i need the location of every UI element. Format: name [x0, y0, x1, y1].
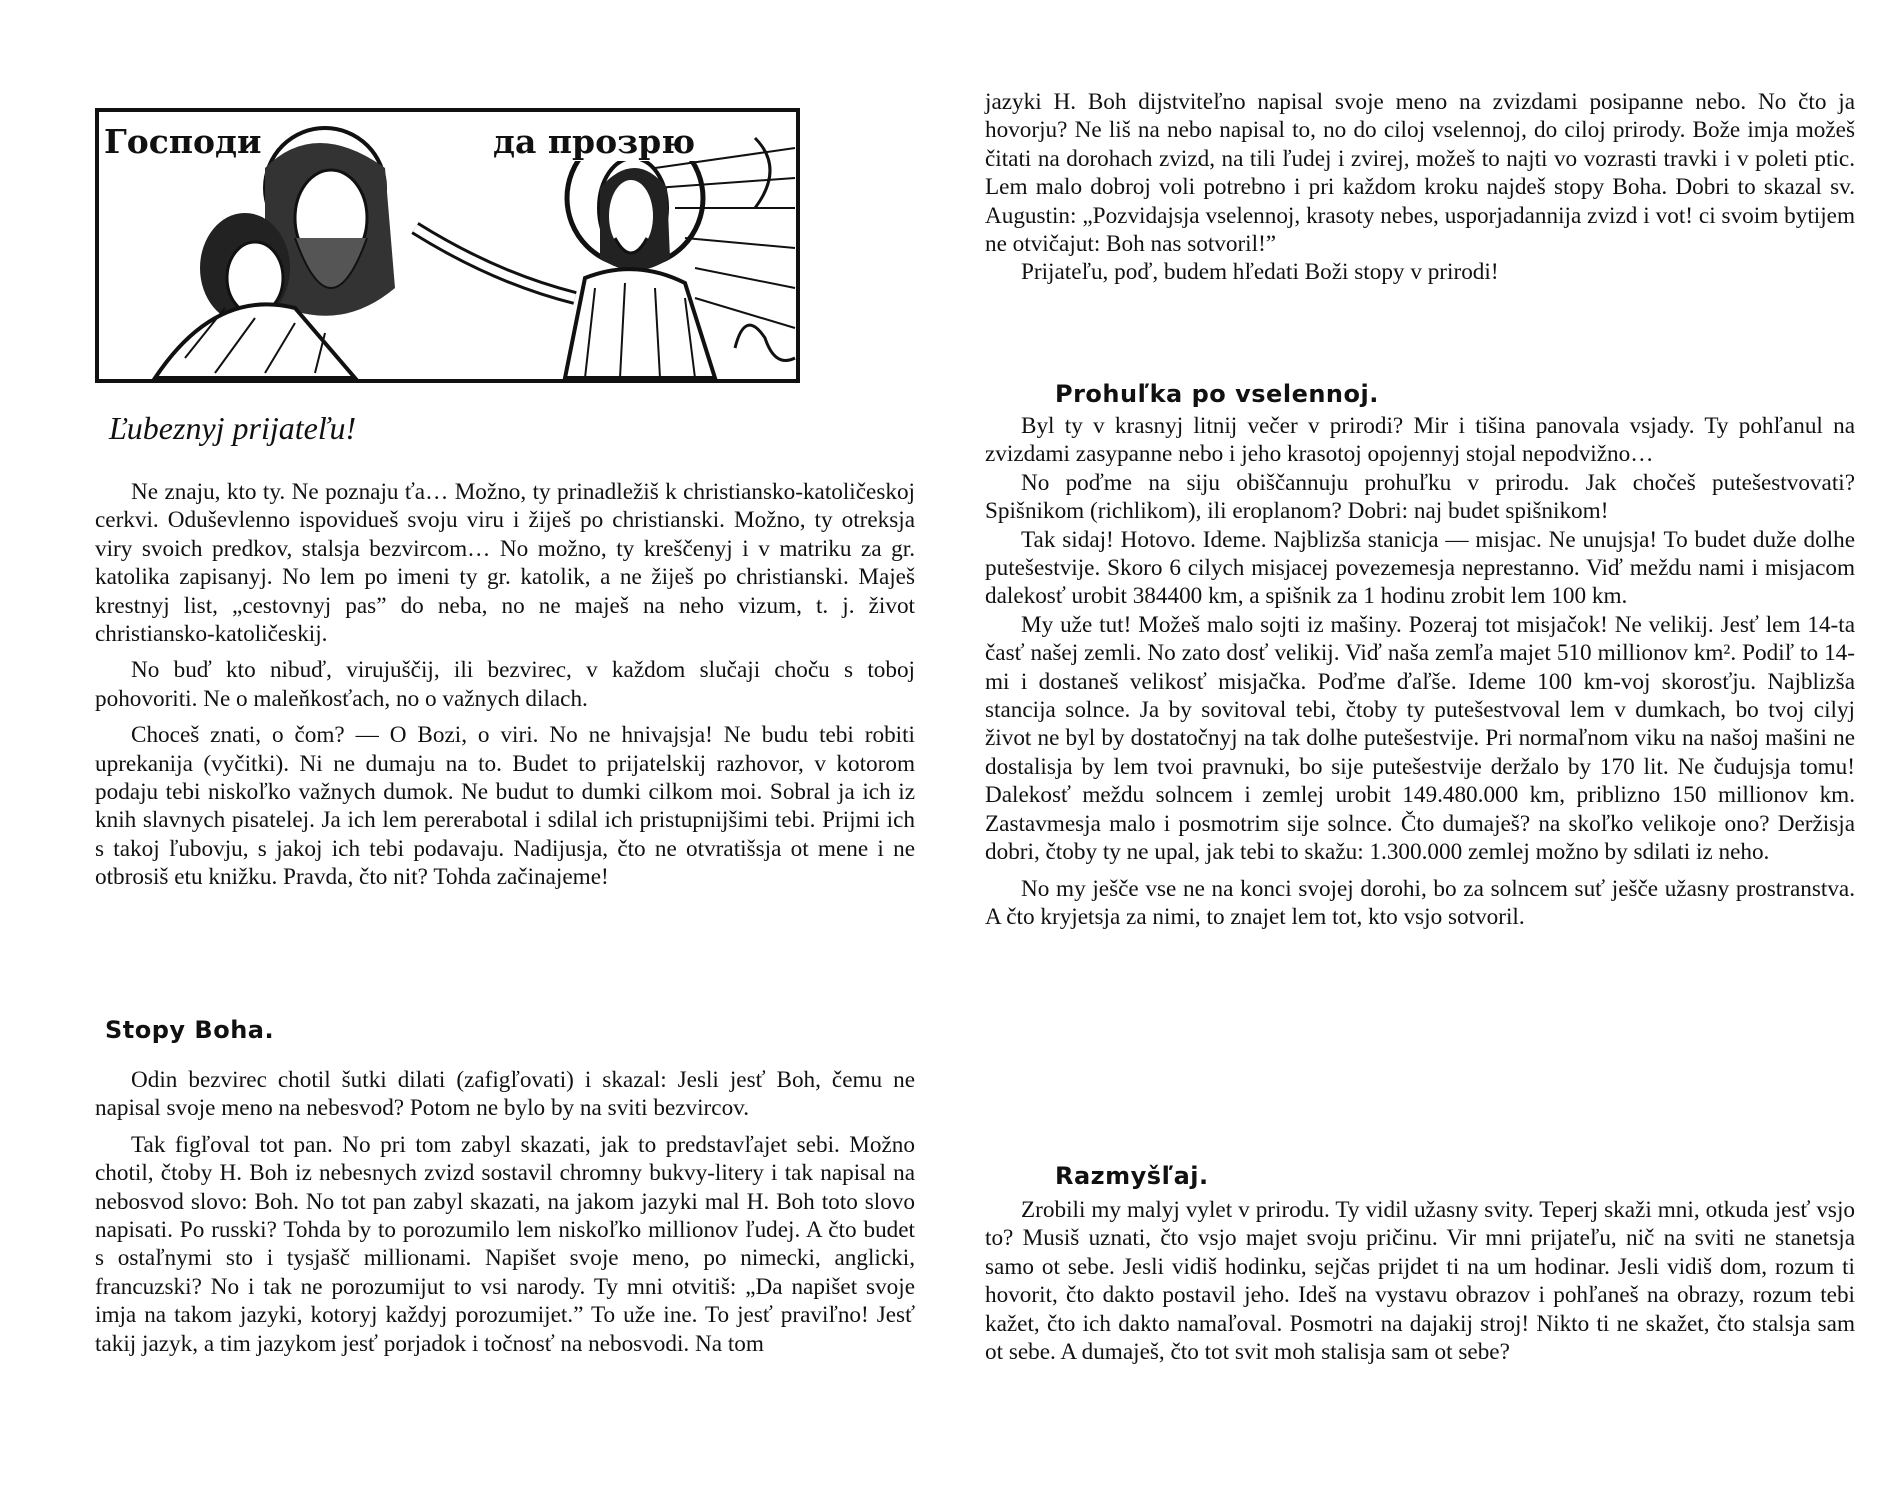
prohulka-text — [985, 412, 1855, 931]
salutation-heading: Ľubeznyj prijateľu! — [109, 410, 357, 446]
stopy-paragraph-2: Tak figľoval tot pan. No pri tom zabyl skazati, jak to predstavľajet sebi. Možno chotil, čtoby H. Boh iz nebesnych zvizd sostavil chromny bukvy-litery i tak napisal na nebosvod slovo: Boh. No tot pan zabyl skazati, na jakom jazyki mal H. Boh toto slovo napisati. Po russki? Tohda by to porozumilo lem niskoľko millionov ľudej. A čto budet s ostaľnymi sto i tysjašč millionami. Napišet svoje meno, po nimecki, anglicki, francuzski? No i tak ne porozumijut to vsi narody. Ty mni otvitiš: „Da napišet svoje imja na takom jazyki, kotoryj každyj porozumijet.” To uže ine. To jesť praviľno! Jesť takij jazyk, a tim jazykom jesť porjadok i točnosť na nebosvodi. Na tom — [95, 1131, 915, 1357]
intro-paragraph-3: Choceš znati, o čom? — O Bozi, o viri. No ne hnivajsja! Ne budu tebi robiti uprekanija (vyčitki). Ni ne dumaju na to. Budet to prijatelskij razhovor, v kotorom podaju tebi niskoľko važnych dumok. Ne budut to dumki cilkom moi. Sobral ja ich iz knih slavnych pisatelej. Ja ich lem pererabotal i sdilal ich pristupnijšimi tebi. Prijmi ich s takoj ľubovju, s jakoj ich tebi podavaju. Nadijusja, čto ne otvratišsja ot mene i ne otbrosiš etu knižku. Pravda, čto nit? Tohda začinajeme! — [95, 722, 915, 891]
continuation-paragraph-1: jazyki H. Boh dijstviteľno napisal svoje meno na zvizdami posipanne nebo. No čto ja hovorju? Ne liš na nebo napisal to, no do ciloj vselennoj, do ciloj prirody. Bože imja možeš čitati na dorohach zvizd, na tili ľudej i zvirej, možeš to najti vo vozrasti travki i v poleti ptic. Lem malo dobroj voli potrebno i pri každom kroku najdeš stopy Boha. Dobri to skazal sv. Augustin: „Pozvidajsja vselennoj, krasoty nebes, usporjadannija zvizd i vot! ci svoim bytijem ne otvičajut: Boh nas sotvoril!” — [985, 89, 1855, 258]
christ-healing-illustration — [95, 108, 800, 383]
prohulka-paragraph-3: Tak sidaj! Hotovo. Ideme. Najblizša stanicja — misjac. Ne unujsja! To budet duže dolhe putešestvije. Skoro 6 cilych misjacej povezemesja neprestanno. Viď meždu nami i misjacom dalekosť urobit 384400 km, a spišnik za 1 hodinu zrobit lem 100 km. — [985, 526, 1855, 610]
banner-text-left: Господи — [101, 122, 265, 161]
section-heading-stopy-boha: Stopy Boha. — [105, 1016, 275, 1044]
section-heading-razmyslaj: Razmyšľaj. — [1055, 1162, 1209, 1190]
stopy-boha-text — [95, 1066, 915, 1358]
intro-text — [95, 478, 915, 892]
left-page — [95, 0, 915, 1500]
intro-paragraph-2: No buď kto nibuď, virujuščij, ili bezvirec, v každom slučaji choču s toboj pohovoriti. Ne o maleňkosťach, no o važnych dilach. — [95, 657, 915, 712]
prohulka-paragraph-4: My uže tut! Možeš malo sojti iz mašiny. Pozeraj tot misjačok! Ne velikij. Jesť lem 14-ta časť našej zemli. No zato dosť velikij. Viď naša zemľa majet 510 millionov km². Podiľ to 14-mi i dostaneš velikosť misjačka. Poďme ďaľše. Ideme 100 km-voj skorosťju. Najblizša stancija solnce. Ja by sovitoval tebi, čtoby ty putešestvoval lem v dumkach, bo tvoj cilyj život ne byl by dostatočnyj na tak dolhe putešestvije. Pri normaľnom viku na našoj mašini ne dostalisja by lem tvoi pravnuki, bo sije putešestvije deržalo by 170 lit. Ne čudujsja tomu! Dalekosť meždu solncem i zemlej urobit 149.480.000 km, priblizno 150 millionov km. Zastavmesja malo i posmotrim sije solnce. Čto dumaješ? na skoľko velikoje ono? Deržisja dobri, čtoby ty ne upal, jak tebi to skažu: 1.300.000 zemlej možno by sdilati iz neho. — [985, 611, 1855, 866]
section-heading-prohulka: Prohuľka po vselennoj. — [1055, 380, 1379, 408]
continuation-text — [985, 88, 1855, 295]
intro-paragraph-1: Ne znaju, kto ty. Ne poznaju ťa… Možno, ty prinadležiš k christiansko-katoličeskoj cerkvi. Oduševlenno ispovidueš svoju viru i žiješ po christianski. Možno, ty otreksja viry svoich predkov, stalsja bezvircom… No možno, ty kreščenyj i v matriku za gr. katolika zapisanyj. No lem po imeni ty gr. katolik, a ne žiješ po christianski. Maješ krestnyj list, „cestovnyj pas” do neba, no ne maješ na neho vizum, t. j. život christiansko-katoličeskij. — [95, 479, 915, 648]
banner-text-right: да прозрю — [490, 122, 698, 161]
right-page — [985, 0, 1855, 1500]
prohulka-paragraph-2: No poďme na siju obiščannuju prohuľku v prirodu. Jak chočeš putešestvovati? Spišnikom (richlikom), ili eroplanom? Dobri: naj budet spišnikom! — [985, 469, 1855, 525]
stopy-paragraph-1: Odin bezvirec chotil šutki dilati (zafigľovati) i skazal: Jesli jesť Boh, čemu ne napisal svoje meno na nebesvod? Potom ne bylo by na sviti bezvircov. — [95, 1067, 915, 1122]
continuation-paragraph-2: Prijateľu, poď, budem hľedati Boži stopy v prirodi! — [1021, 259, 1499, 286]
razmyslaj-paragraph-1: Zrobili my malyj vylet v prirodu. Ty vidil užasny svity. Teperj skaži mni, otkuda jesť vsjo to? Musiš uznati, čto vsjo majet svoju pričinu. Vir mni prijateľu, nič na sviti ne stanetsja samo ot sebe. Jesli vidiš hodinku, sejčas prijdet ti na um hodinar. Jesli vidiš dom, rozum ti hovorit, čto dakto postavil jeho. Ideš na vystavu obrazov i pohľaneš na obrazy, rozum tebi kažet, čto ich dakto namaľoval. Posmotri na dajakij stroj! Nikto ti ne skažet, čto stalsja sam ot sebe. A dumaješ, čto tot svit moh stalisja sam ot sebe? — [985, 1197, 1855, 1366]
razmyslaj-text — [985, 1196, 1855, 1366]
prohulka-paragraph-1: Byl ty v krasnyj litnij večer v prirodi? Mir i tišina panovala vsjady. Ty pohľanul na zvizdami zasypanne nebo i jeho krasotoj opojennyj stojal nepodvižno… — [985, 413, 1855, 468]
prohulka-paragraph-5: No my ješče vse ne na konci svojej dorohi, bo za solncem suť ješče užasny prostranstva. A čto kryjetsja za nimi, to znajet lem tot, kto vsjo sotvoril. — [985, 875, 1855, 930]
